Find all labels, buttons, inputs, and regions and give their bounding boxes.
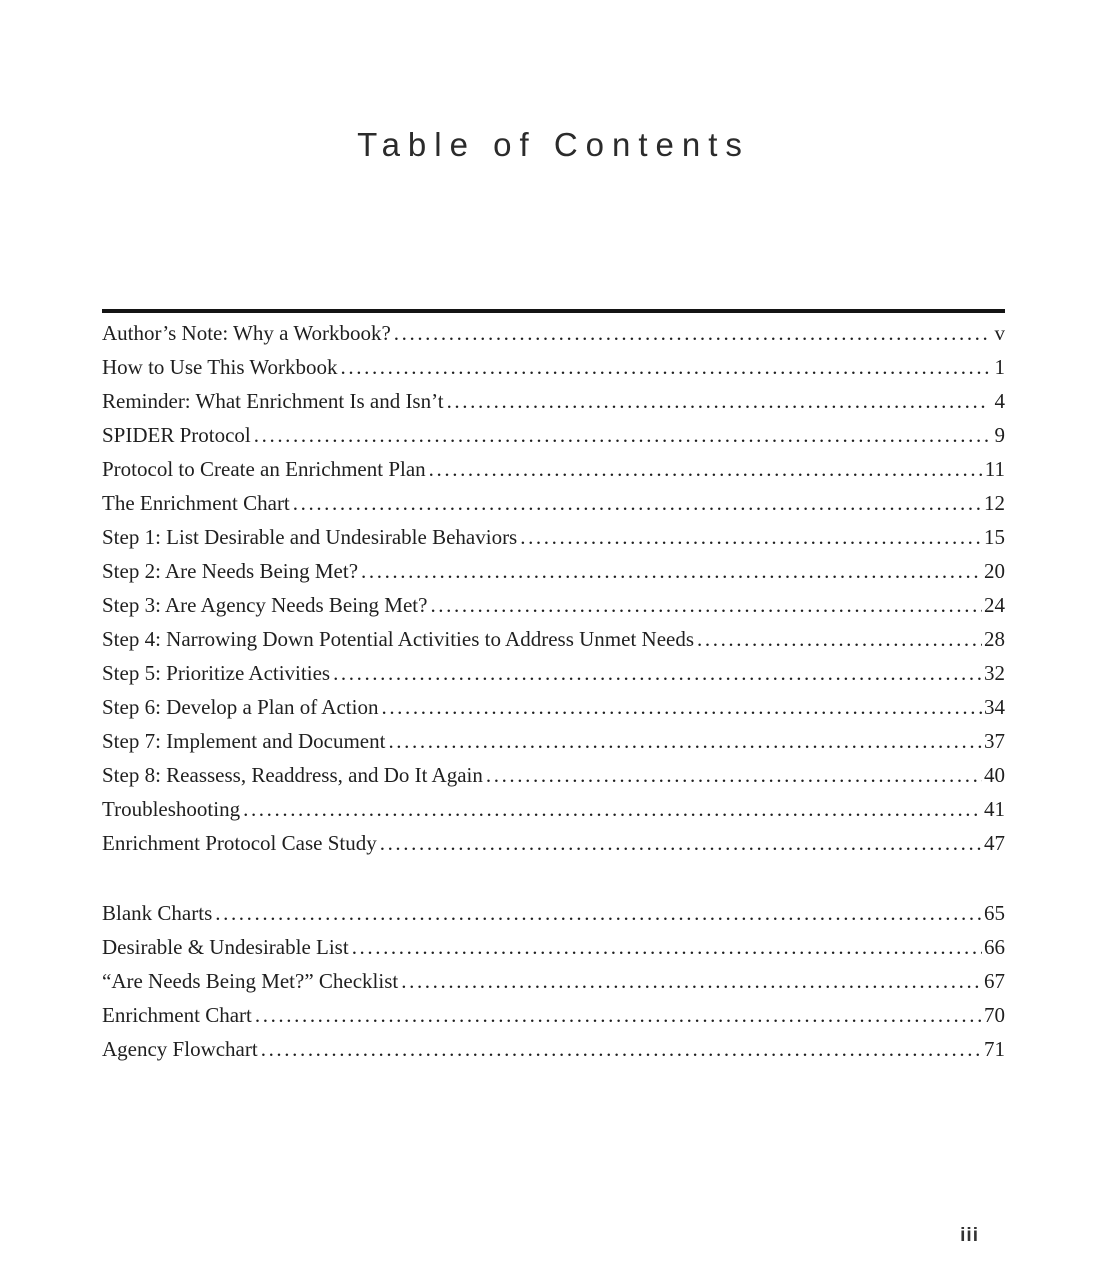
toc-entry bbox=[102, 316, 1005, 350]
toc-entry-label: Step 3: Are Agency Needs Being Met? bbox=[102, 593, 428, 617]
toc-dot-leader bbox=[394, 316, 989, 350]
toc-section-main bbox=[102, 316, 1005, 860]
toc-dot-leader bbox=[380, 826, 982, 860]
toc-entry-label: Step 6: Develop a Plan of Action bbox=[102, 695, 379, 719]
document-page bbox=[102, 0, 1005, 1280]
toc-dot-leader bbox=[447, 384, 989, 418]
toc-dot-leader bbox=[520, 520, 982, 554]
toc-entry-page: 20 bbox=[984, 559, 1005, 583]
toc-entry bbox=[102, 826, 1005, 860]
toc-entry-label: Step 5: Prioritize Activities bbox=[102, 661, 331, 685]
toc-entry bbox=[102, 588, 1005, 622]
toc-entry bbox=[102, 964, 1005, 998]
toc-dot-leader bbox=[381, 690, 982, 724]
toc-entry bbox=[102, 1032, 1005, 1066]
toc-dot-leader bbox=[429, 452, 983, 486]
page-number: iii bbox=[960, 1225, 979, 1246]
toc-entry bbox=[102, 792, 1005, 826]
toc-entry-label: Reminder: What Enrichment Is and Isn’t bbox=[102, 389, 444, 413]
toc-entry bbox=[102, 930, 1005, 964]
toc-entry bbox=[102, 622, 1005, 656]
toc-entry bbox=[102, 418, 1005, 452]
toc-dot-leader bbox=[293, 486, 982, 520]
toc-entry bbox=[102, 554, 1005, 588]
toc-dot-leader bbox=[255, 998, 982, 1032]
toc-entry-label: SPIDER Protocol bbox=[102, 423, 251, 447]
toc-dot-leader bbox=[215, 896, 982, 930]
toc-entry-page: 70 bbox=[984, 1003, 1005, 1027]
toc-entry-page: 24 bbox=[984, 593, 1005, 617]
toc-entry-label: Step 4: Narrowing Down Potential Activities to Address Unmet Needs bbox=[102, 627, 695, 651]
toc-entry-label: Protocol to Create an Enrichment Plan bbox=[102, 457, 426, 481]
toc-dot-leader bbox=[388, 724, 982, 758]
toc-entry-label: Blank Charts bbox=[102, 901, 213, 925]
toc-entry-page: 1 bbox=[994, 355, 1005, 379]
toc-dot-leader bbox=[333, 656, 982, 690]
toc-entry-page: 11 bbox=[984, 457, 1005, 481]
toc-entry bbox=[102, 690, 1005, 724]
toc-entry-page: 9 bbox=[994, 423, 1005, 447]
toc-entry-label: Step 7: Implement and Document bbox=[102, 729, 386, 753]
title-divider-rule bbox=[102, 309, 1005, 313]
page-title: Table of Contents bbox=[357, 126, 750, 163]
toc-entry-page: 40 bbox=[984, 763, 1005, 787]
toc-entry-label: How to Use This Workbook bbox=[102, 355, 338, 379]
toc-entry bbox=[102, 384, 1005, 418]
toc-dot-leader bbox=[352, 930, 982, 964]
toc-entry-page: 65 bbox=[984, 901, 1005, 925]
toc-entry-page: 71 bbox=[984, 1037, 1005, 1061]
toc-entry-label: Agency Flowchart bbox=[102, 1037, 258, 1061]
toc-entry-page: v bbox=[994, 321, 1005, 345]
toc-entry bbox=[102, 724, 1005, 758]
toc-dot-leader bbox=[361, 554, 982, 588]
toc-entry-label: Step 1: List Desirable and Undesirable Behaviors bbox=[102, 525, 518, 549]
toc-entry-label: Step 8: Reassess, Readdress, and Do It Again bbox=[102, 763, 483, 787]
toc-dot-leader bbox=[486, 758, 982, 792]
toc-dot-leader bbox=[261, 1032, 982, 1066]
toc-entry-page: 37 bbox=[984, 729, 1005, 753]
toc-entry bbox=[102, 896, 1005, 930]
toc-entry-page: 4 bbox=[994, 389, 1005, 413]
toc-entry-label: Step 2: Are Needs Being Met? bbox=[102, 559, 359, 583]
toc-entry-label: Enrichment Protocol Case Study bbox=[102, 831, 377, 855]
toc-entry-page: 66 bbox=[984, 935, 1005, 959]
toc-list bbox=[102, 316, 1005, 1066]
toc-section-appendix bbox=[102, 896, 1005, 1066]
toc-dot-leader bbox=[401, 964, 982, 998]
toc-entry-page: 15 bbox=[984, 525, 1005, 549]
toc-entry bbox=[102, 758, 1005, 792]
toc-entry-page: 41 bbox=[984, 797, 1005, 821]
toc-entry-label: “Are Needs Being Met?” Checklist bbox=[102, 969, 399, 993]
toc-entry-label: Author’s Note: Why a Workbook? bbox=[102, 321, 391, 345]
toc-entry-label: Desirable & Undesirable List bbox=[102, 935, 349, 959]
toc-entry-page: 67 bbox=[984, 969, 1005, 993]
toc-entry bbox=[102, 350, 1005, 384]
toc-entry-page: 34 bbox=[984, 695, 1005, 719]
toc-dot-leader bbox=[243, 792, 982, 826]
toc-entry bbox=[102, 520, 1005, 554]
toc-dot-leader bbox=[430, 588, 982, 622]
toc-entry-page: 28 bbox=[984, 627, 1005, 651]
toc-dot-leader bbox=[254, 418, 989, 452]
toc-entry bbox=[102, 486, 1005, 520]
toc-dot-leader bbox=[697, 622, 982, 656]
toc-dot-leader bbox=[341, 350, 989, 384]
toc-entry bbox=[102, 656, 1005, 690]
toc-entry-page: 47 bbox=[984, 831, 1005, 855]
toc-entry-label: The Enrichment Chart bbox=[102, 491, 290, 515]
toc-entry-label: Enrichment Chart bbox=[102, 1003, 252, 1027]
toc-entry-page: 32 bbox=[984, 661, 1005, 685]
toc-entry-page: 12 bbox=[984, 491, 1005, 515]
toc-entry bbox=[102, 452, 1005, 486]
toc-entry bbox=[102, 998, 1005, 1032]
toc-entry-label: Troubleshooting bbox=[102, 797, 241, 821]
